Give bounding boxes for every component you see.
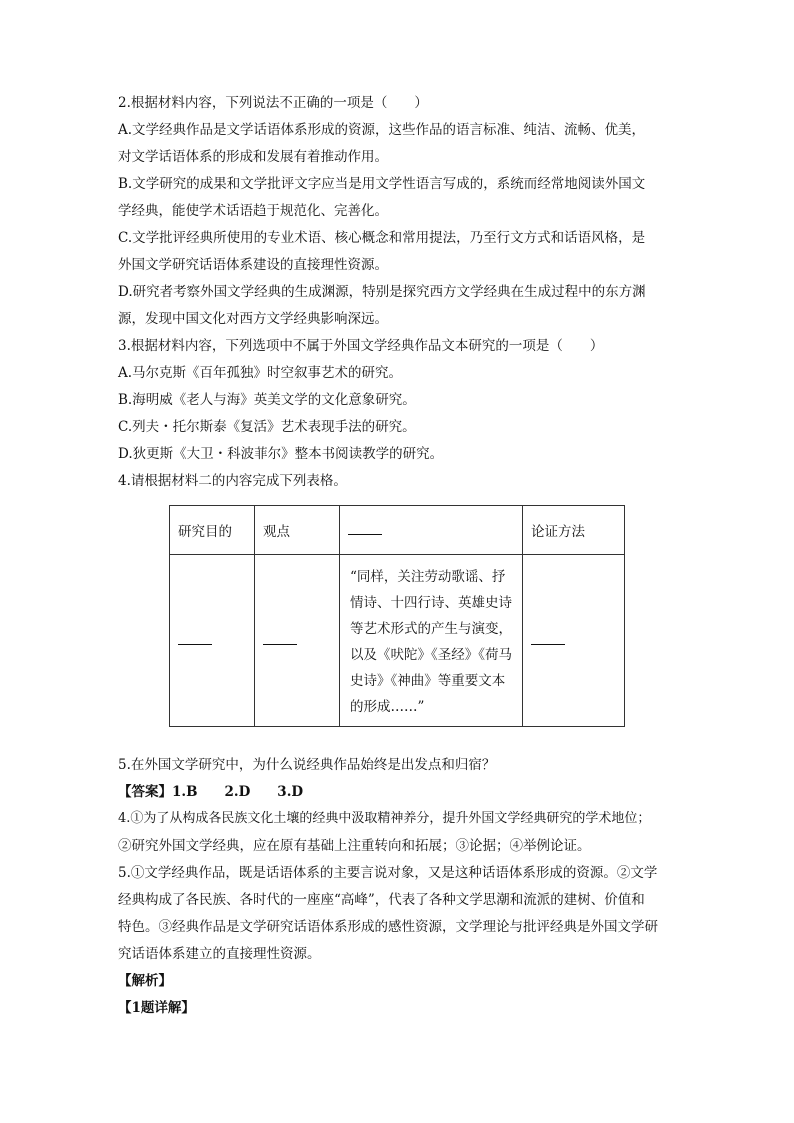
blank-line [263,632,297,645]
q4-stem: 4.请根据材料二的内容完成下列表格。 [118,473,347,489]
table-header-purpose: 研究目的 [170,506,255,555]
table-header-blank [340,506,523,555]
q3-stem: 3.根据材料内容，下列选项中不属于外国文学经典作品文本研究的一项是（ ） [118,338,604,354]
fill-in-table [169,505,625,727]
q3-option-b: B.海明威《老人与海》英美文学的文化意象研究。 [118,392,416,408]
table-cell-blank-purpose [170,555,255,727]
q2-option-d-line2: 源，发现中国文化对西方文学经典影响深远。 [118,311,388,327]
blank-line [348,522,382,535]
q2-option-c-line1: C.文学批评经典所使用的专业术语、核心概念和常用提法，乃至行文方式和话语风格，是 [118,230,646,246]
q5-stem: 5.在外国文学研究中，为什么说经典作品始终是出发点和归宿？ [118,757,496,773]
answer-line: 【答案】1.B 2.D 3.D [118,784,304,800]
table-cell-quote: “同样，关注劳动歌谣、抒情诗、十四行诗、英雄史诗等艺术形式的产生与演变，以及《吠陀》《圣经》《荷马史诗》《神曲》等重要文本的形成……” [340,555,523,727]
answer-4-line2: ②研究外国文学经典，应在原有基础上注重转向和拓展；③论据；④举例论证。 [118,838,591,854]
analysis-q1-detail: 【1题详解】 [118,1000,195,1016]
table-cell-blank-viewpoint [255,555,340,727]
answer-4-line1: 4.①为了从构成各民族文化土壤的经典中汲取精神养分，提升外国文学经典研究的学术地位； [118,811,651,826]
blank-line [531,632,565,645]
q2-stem: 2.根据材料内容，下列说法不正确的一项是（ ） [118,95,428,111]
q2-option-b-line2: 学经典，能使学术话语趋于规范化、完善化。 [118,203,388,219]
table-cell-blank-method [523,555,625,727]
q2-option-a-line2: 对文学话语体系的形成和发展有着推动作用。 [118,149,388,165]
answer-5-line2: 经典构成了各民族、各时代的一座座“高峰”，代表了各种文学思潮和流派的建树、价值和 [118,892,645,908]
q3-option-a: A.马尔克斯《百年孤独》时空叙事艺术的研究。 [118,365,403,381]
q2-option-d-line1: D.研究者考察外国文学经典的生成渊源，特别是探究西方文学经典在生成过程中的东方渊 [118,284,646,300]
blank-line [178,632,212,645]
q2-option-c-line2: 外国文学研究话语体系建设的直接理性资源。 [118,257,388,273]
q3-option-c: C.列夫・托尔斯泰《复活》艺术表现手法的研究。 [118,419,416,435]
table-header-method: 论证方法 [523,506,625,555]
answer-5-line3: 特色。③经典作品是文学研究话语体系形成的感性资源，文学理论与批评经典是外国文学研 [118,919,658,935]
q3-option-d: D.狄更斯《大卫・科波菲尔》整本书阅读教学的研究。 [118,446,444,462]
q2-option-b-line1: B.文学研究的成果和文学批评文字应当是用文学性语言写成的，系统而经常地阅读外国文 [118,176,646,192]
q2-option-a-line1: A.文学经典作品是文学话语体系形成的资源，这些作品的语言标准、纯洁、流畅、优美， [118,122,646,138]
analysis-label: 【解析】 [118,973,172,989]
table-header-row [170,506,625,555]
answer-5-line1: 5.①文学经典作品，既是话语体系的主要言说对象，又是这种话语体系形成的资源。②文学 [118,865,658,881]
table-body-row [170,555,625,727]
answer-5-line4: 究话语体系建立的直接理性资源。 [118,946,321,962]
table-header-viewpoint: 观点 [255,506,340,555]
